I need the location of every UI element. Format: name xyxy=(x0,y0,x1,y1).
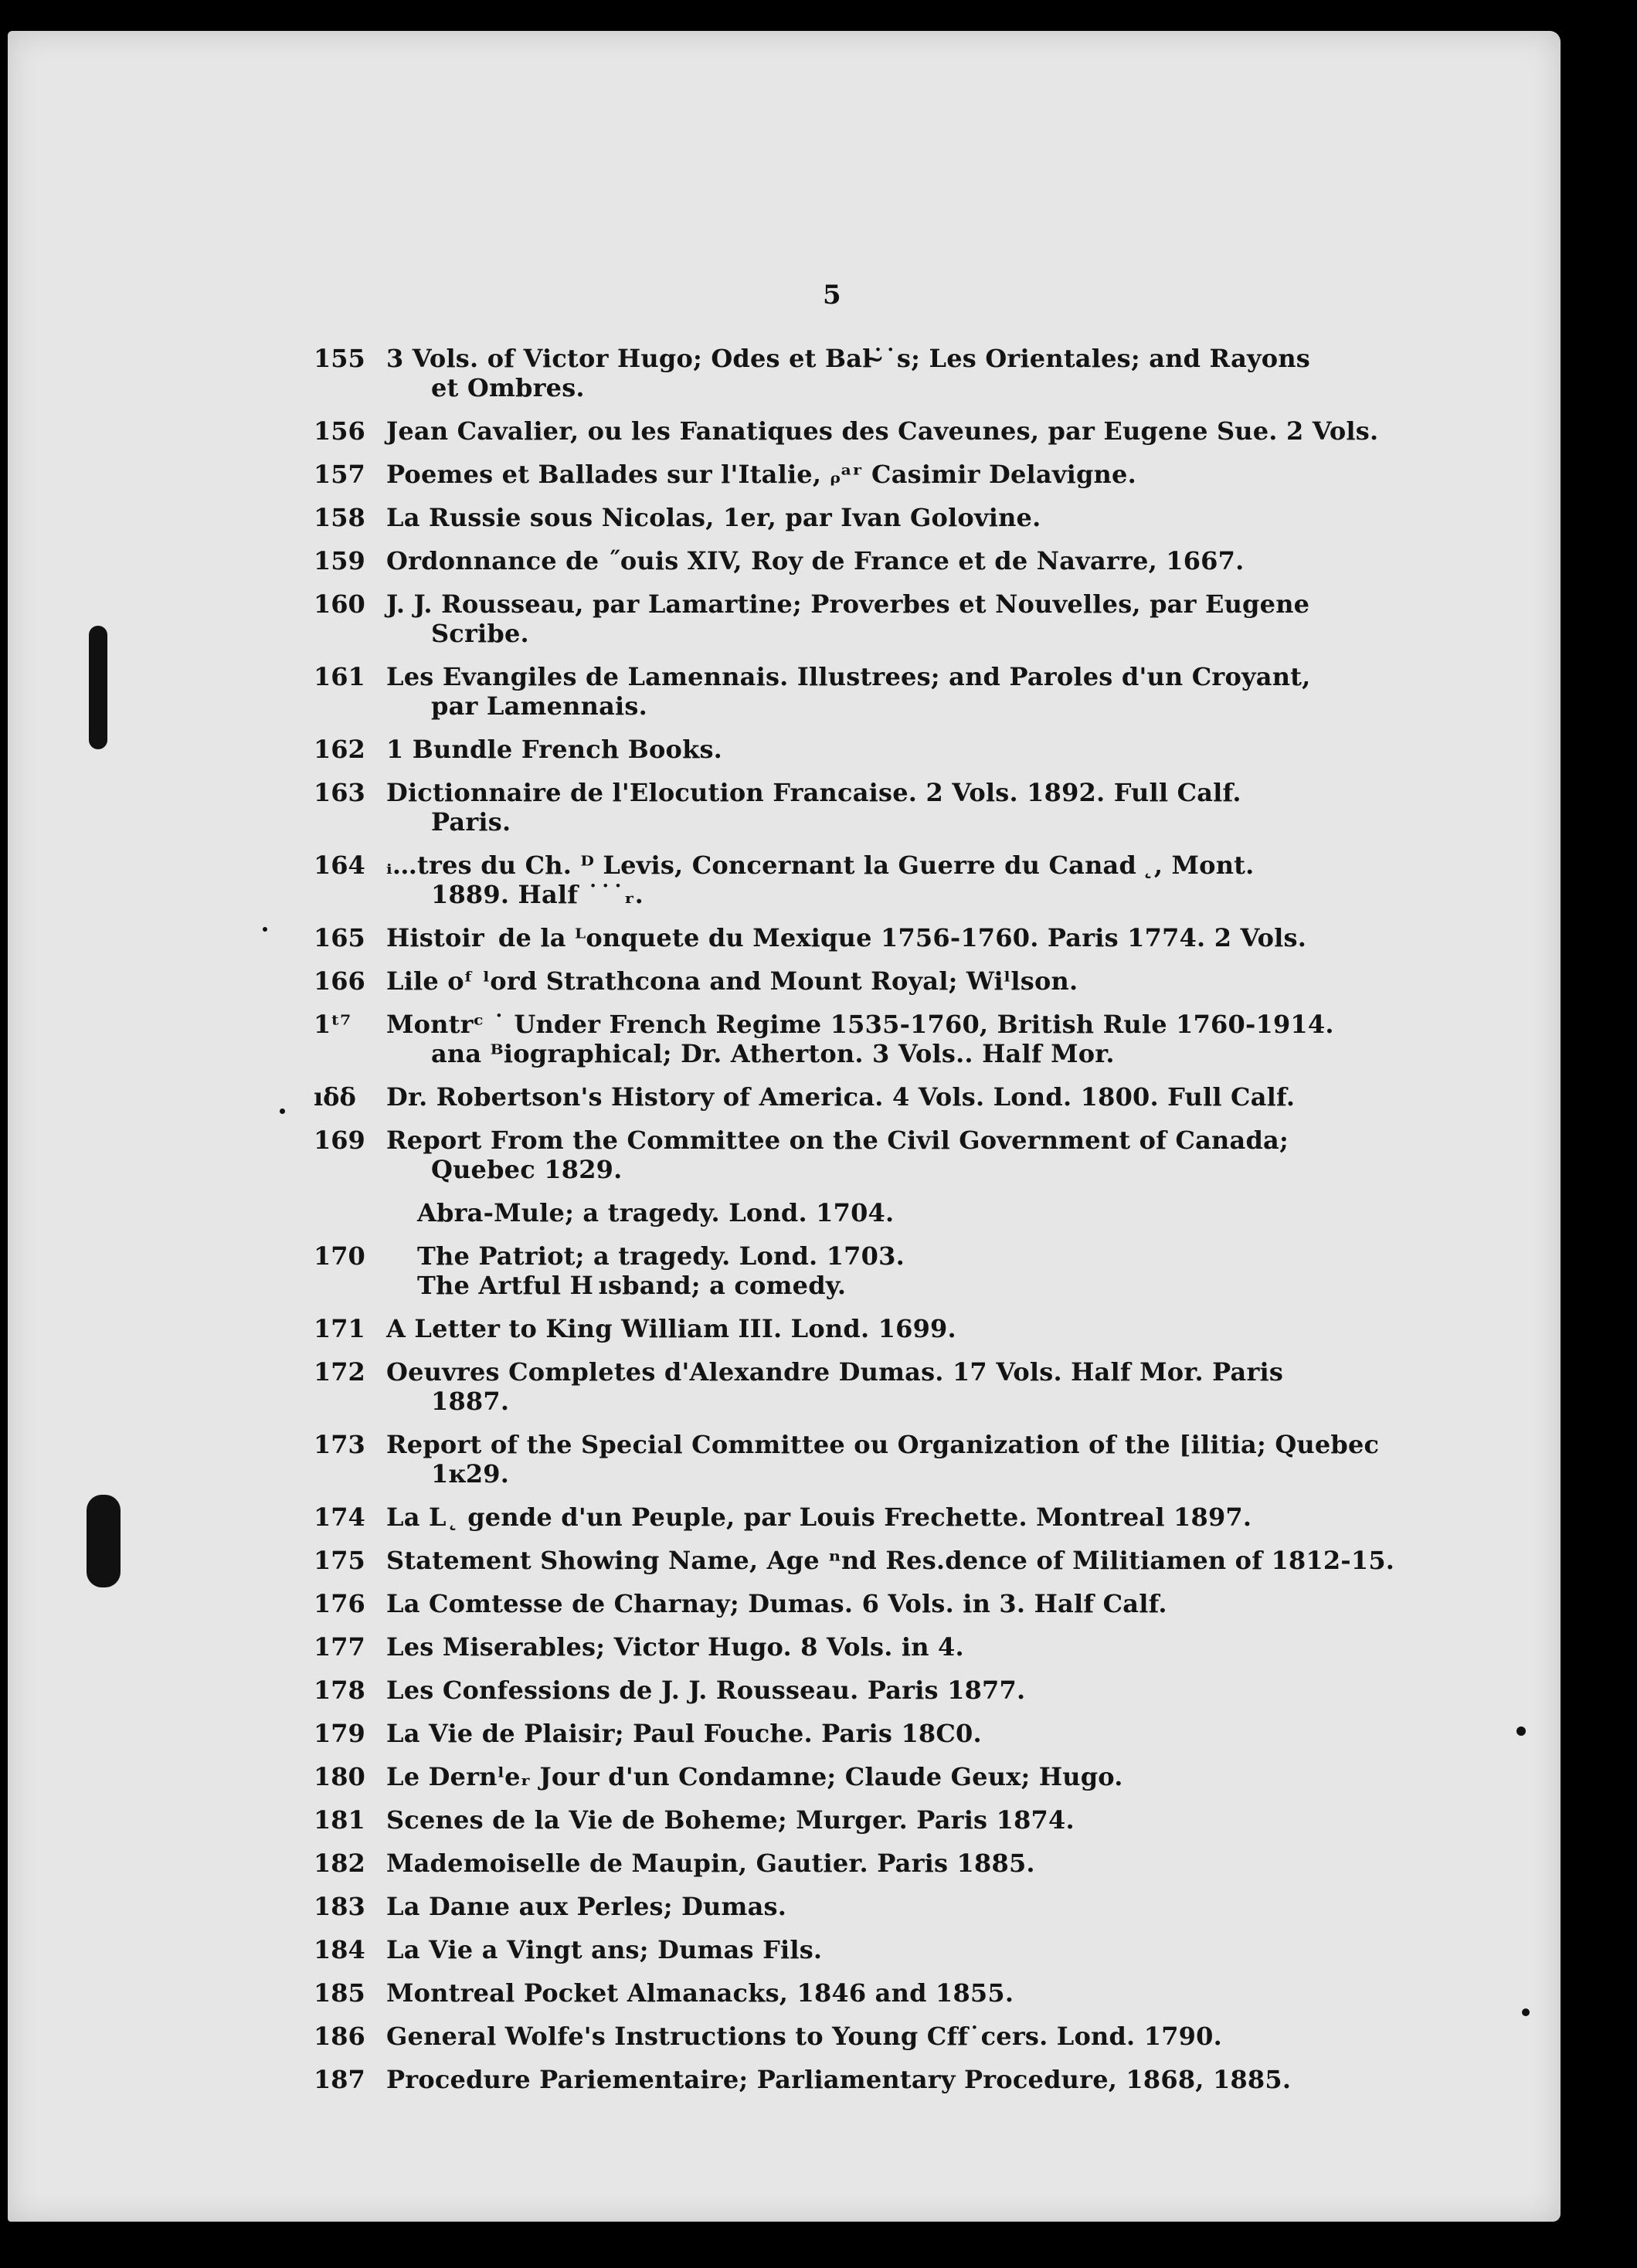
lot-description xyxy=(386,1198,1403,1227)
catalog-entry xyxy=(314,589,1403,648)
catalog-entry xyxy=(314,1892,1403,1921)
description-line: Montreal Pocket Almanacks, 1846 and 1855. xyxy=(386,1978,1014,2008)
catalog-entry xyxy=(314,1805,1403,1835)
lot-number: 178 xyxy=(314,1676,365,1705)
ink-blot xyxy=(87,1495,121,1587)
catalog-entry xyxy=(314,923,1403,952)
lot-number: 183 xyxy=(314,1892,365,1921)
description-line: La Danıe aux Perles; Dumas. xyxy=(386,1892,787,1921)
lot-number: 172 xyxy=(314,1357,365,1387)
lot-number xyxy=(314,1198,386,1227)
catalog-entry xyxy=(314,1676,1403,1705)
description-line: par Lamennais. xyxy=(431,691,647,721)
description-line: Poemes et Ballades sur l'Italie, ᵨᵃʳ Casimir Delavigne. xyxy=(386,460,1136,489)
description-line: A Letter to King William III. Lond. 1699. xyxy=(386,1314,956,1343)
catalog-entry xyxy=(314,1849,1403,1878)
lot-description xyxy=(386,2065,1403,2094)
description-line: Paris. xyxy=(431,807,511,837)
description-line: J. J. Rousseau, par Lamartine; Proverbes et Nouvelles, par Eugene xyxy=(386,589,1310,619)
catalog-entry xyxy=(314,2065,1403,2094)
lot-number: 179 xyxy=(314,1719,365,1748)
catalog-entry xyxy=(314,1719,1403,1748)
lot-description xyxy=(386,344,1403,402)
lot-number: 180 xyxy=(314,1762,365,1791)
lot-description xyxy=(386,1241,1403,1300)
catalog-entry xyxy=(314,1357,1403,1416)
description-line: La Vie a Vingt ans; Dumas Fils. xyxy=(386,1935,823,1964)
ink-blot xyxy=(89,626,107,749)
lot-number: 184 xyxy=(314,1935,365,1964)
catalog-entry xyxy=(314,503,1403,532)
lot-number: 163 xyxy=(314,778,365,807)
description-line: 1887. xyxy=(431,1387,510,1416)
lot-description xyxy=(386,1632,1403,1662)
description-line: Abra-Mule; a tragedy. Lond. 1704. xyxy=(417,1198,895,1227)
description-line: Quebec 1829. xyxy=(431,1155,623,1184)
lot-description xyxy=(386,1676,1403,1705)
description-line: Report From the Committee on the Civil Government of Canada; xyxy=(386,1126,1289,1155)
catalog-entry xyxy=(314,850,1403,909)
description-line: 3 Vols. of Victor Hugo; Odes et Bal˙̴˙s; Les Orientales; and Rayons xyxy=(386,344,1311,373)
description-line: Mademoiselle de Maupin, Gautier. Paris 1885. xyxy=(386,1849,1035,1878)
catalog-entry xyxy=(314,546,1403,575)
lot-description xyxy=(386,546,1403,575)
lot-description xyxy=(386,1430,1403,1489)
description-line: 1 Bundle French Books. xyxy=(386,735,723,764)
scanned-page xyxy=(8,31,1561,2222)
description-line: Histoir de la ᴸonquete du Mexique 1756-1760. Paris 1774. 2 Vols. xyxy=(386,923,1307,952)
lot-number: 1ᵗ⁷ xyxy=(314,1010,352,1039)
lot-description xyxy=(386,416,1403,446)
catalog-entry xyxy=(314,416,1403,446)
lot-number: 187 xyxy=(314,2065,365,2094)
lot-description xyxy=(386,589,1403,648)
lot-number: 158 xyxy=(314,503,365,532)
description-line: Procedure Pariementaire; Parliamentary Procedure, 1868, 1885. xyxy=(386,2065,1292,2094)
ink-speck xyxy=(1516,1726,1526,1736)
lot-description xyxy=(386,460,1403,489)
description-line: La Russie sous Nicolas, 1er, par Ivan Golovine. xyxy=(386,503,1041,532)
description-line: Les Evangiles de Lamennais. Illustrees; and Paroles d'un Croyant, xyxy=(386,662,1311,691)
description-line: Ordonnance de ˝ouis XIV, Roy de France et de Navarre, 1667. xyxy=(386,546,1245,575)
lot-description xyxy=(386,1357,1403,1416)
lot-description xyxy=(386,735,1403,764)
description-line: La Vie de Plaisir; Paul Fouche. Paris 18C0. xyxy=(386,1719,982,1748)
lot-description xyxy=(386,1849,1403,1878)
ink-speck xyxy=(263,927,267,932)
lot-number: 170 xyxy=(314,1241,365,1271)
description-line: The Patriot; a tragedy. Lond. 1703. xyxy=(417,1241,905,1271)
description-line: ana ᴮiographical; Dr. Atherton. 3 Vols.. Half Mor. xyxy=(431,1039,1115,1068)
lot-description xyxy=(386,923,1403,952)
lot-description xyxy=(386,1978,1403,2008)
description-line: Scribe. xyxy=(431,619,529,648)
lot-number: 155 xyxy=(314,344,365,373)
catalog-entry xyxy=(314,1935,1403,1964)
lot-number: 181 xyxy=(314,1805,365,1835)
lot-number: 165 xyxy=(314,923,365,952)
lot-description xyxy=(386,778,1403,837)
lot-number: 166 xyxy=(314,966,365,996)
lot-description xyxy=(386,850,1403,909)
page-number: 5 xyxy=(823,280,841,311)
catalog-entry xyxy=(314,662,1403,721)
description-line: Montrᶜ ˙ Under French Regime 1535-1760, British Rule 1760-1914. xyxy=(386,1010,1334,1039)
lot-description xyxy=(386,966,1403,996)
catalog-entry xyxy=(314,460,1403,489)
description-line: et Ombres. xyxy=(431,373,585,402)
description-line: Statement Showing Name, Age ⁿnd Res.dence of Militiamen of 1812-15. xyxy=(386,1546,1395,1575)
lot-description xyxy=(386,1719,1403,1748)
description-line: Report of the Special Committee ou Organization of the [ilitia; Quebec xyxy=(386,1430,1380,1459)
catalog-entry xyxy=(314,1314,1403,1343)
lot-description xyxy=(386,503,1403,532)
catalog-list xyxy=(314,344,1403,2108)
description-line: Dr. Robertson's History of America. 4 Vols. Lond. 1800. Full Calf. xyxy=(386,1082,1296,1112)
description-line: Dictionnaire de l'Elocution Francaise. 2 Vols. 1892. Full Calf. xyxy=(386,778,1241,807)
lot-description xyxy=(386,1502,1403,1532)
lot-description xyxy=(386,1314,1403,1343)
catalog-entry xyxy=(314,1978,1403,2008)
lot-description xyxy=(386,1010,1403,1068)
lot-number: 164 xyxy=(314,850,365,880)
description-line: 1889. Half ˙˙˙ᵣ. xyxy=(431,880,644,909)
description-line: Jean Cavalier, ou les Fanatiques des Caveunes, par Eugene Sue. 2 Vols. xyxy=(386,416,1379,446)
lot-number: 173 xyxy=(314,1430,365,1459)
lot-number: 160 xyxy=(314,589,365,619)
description-line: Les Miserables; Victor Hugo. 8 Vols. in 4. xyxy=(386,1632,964,1662)
lot-number: 157 xyxy=(314,460,365,489)
description-line: ᵢ…tres du Ch. ᴰ Levis, Concernant la Guerre du Canad ˛, Mont. xyxy=(386,850,1255,880)
lot-description xyxy=(386,1935,1403,1964)
lot-number: 169 xyxy=(314,1126,365,1155)
description-line: Le Dernˡeᵣ Jour d'un Condamne; Claude Geux; Hugo. xyxy=(386,1762,1123,1791)
catalog-entry xyxy=(314,1126,1403,1184)
lot-number: 171 xyxy=(314,1314,365,1343)
catalog-entry xyxy=(314,1632,1403,1662)
lot-number: 177 xyxy=(314,1632,365,1662)
description-line: 1ĸ29. xyxy=(431,1459,510,1489)
catalog-entry xyxy=(314,1241,1403,1300)
lot-description xyxy=(386,1546,1403,1575)
lot-number: 174 xyxy=(314,1502,365,1532)
catalog-entry xyxy=(314,966,1403,996)
lot-description xyxy=(386,1762,1403,1791)
description-line: Oeuvres Completes d'Alexandre Dumas. 17 Vols. Half Mor. Paris xyxy=(386,1357,1284,1387)
lot-description xyxy=(386,1589,1403,1618)
catalog-entry xyxy=(314,1589,1403,1618)
catalog-entry xyxy=(314,1082,1403,1112)
description-line: Les Confessions de J. J. Rousseau. Paris 1877. xyxy=(386,1676,1026,1705)
lot-number: 162 xyxy=(314,735,365,764)
lot-description xyxy=(386,1082,1403,1112)
catalog-entry xyxy=(314,344,1403,402)
catalog-entry xyxy=(314,1762,1403,1791)
lot-description xyxy=(386,1892,1403,1921)
lot-description xyxy=(386,1126,1403,1184)
catalog-entry xyxy=(314,1010,1403,1068)
lot-number: 175 xyxy=(314,1546,365,1575)
lot-number: 161 xyxy=(314,662,365,691)
lot-description xyxy=(386,2022,1403,2051)
ink-speck xyxy=(1522,2008,1530,2016)
catalog-entry xyxy=(314,778,1403,837)
lot-number: ıδδ xyxy=(314,1082,356,1112)
catalog-entry xyxy=(314,1502,1403,1532)
catalog-entry xyxy=(314,1198,1403,1227)
lot-number: 185 xyxy=(314,1978,365,2008)
lot-number: 182 xyxy=(314,1849,365,1878)
catalog-entry xyxy=(314,735,1403,764)
catalog-entry xyxy=(314,2022,1403,2051)
ink-speck xyxy=(280,1109,285,1114)
lot-number: 186 xyxy=(314,2022,365,2051)
lot-number: 159 xyxy=(314,546,365,575)
description-line: Scenes de la Vie de Boheme; Murger. Paris 1874. xyxy=(386,1805,1075,1835)
lot-number: 156 xyxy=(314,416,365,446)
catalog-entry xyxy=(314,1546,1403,1575)
catalog-entry xyxy=(314,1430,1403,1489)
description-line: General Wolfe's Instructions to Young Cff˙cers. Lond. 1790. xyxy=(386,2022,1222,2051)
description-line: La L˛ gende d'un Peuple, par Louis Frechette. Montreal 1897. xyxy=(386,1502,1252,1532)
lot-description xyxy=(386,1805,1403,1835)
lot-description xyxy=(386,662,1403,721)
description-line: La Comtesse de Charnay; Dumas. 6 Vols. in 3. Half Calf. xyxy=(386,1589,1167,1618)
lot-number: 176 xyxy=(314,1589,365,1618)
description-line: The Artful H ısband; a comedy. xyxy=(417,1271,847,1300)
description-line: Lile oᶠ ˡord Strathcona and Mount Royal; Wiˡlson. xyxy=(386,966,1078,996)
